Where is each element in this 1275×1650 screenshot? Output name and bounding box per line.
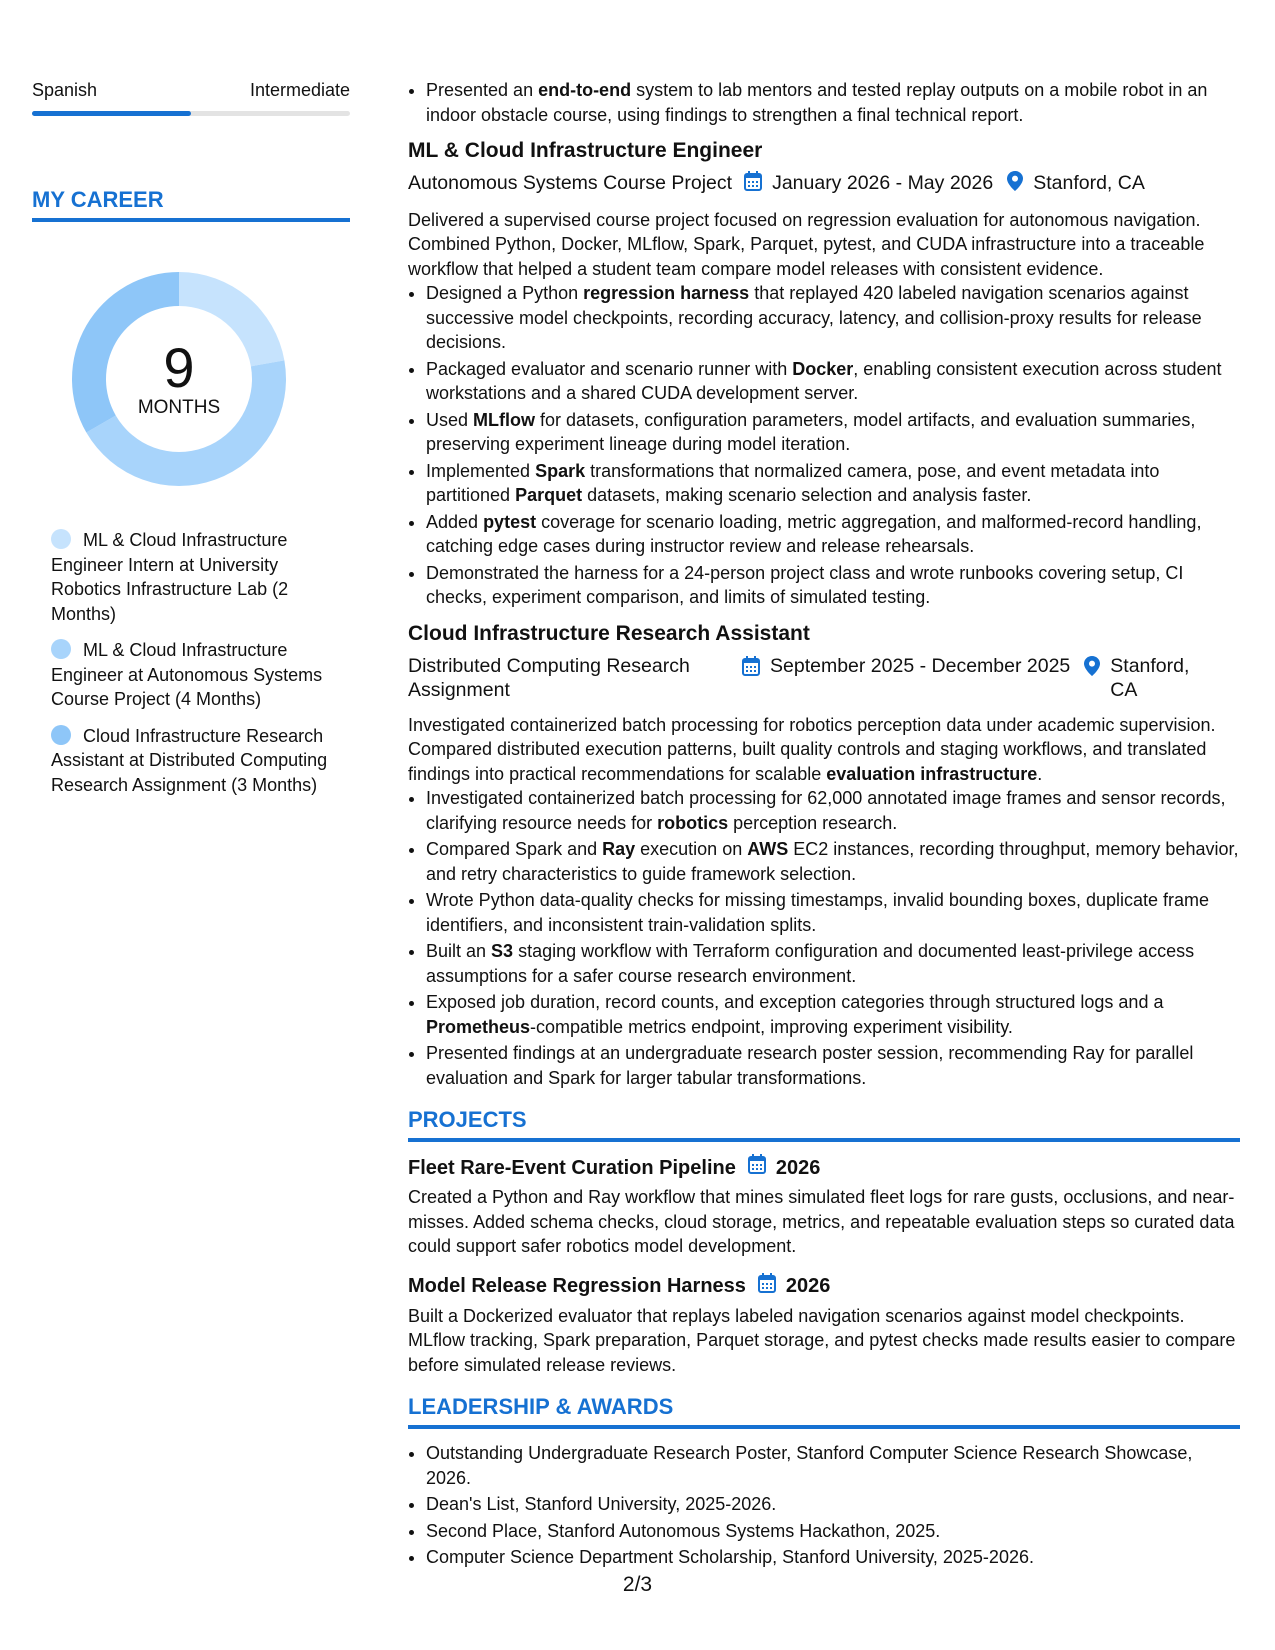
location-pin-icon (1084, 656, 1100, 683)
job-organization: Distributed Computing Research Assignment (408, 654, 690, 701)
projects-section (408, 1106, 1240, 1377)
bullet-text: staging workflow with Terraform configuration and documented least-privilege access assumptions for a safer course research environment. (426, 941, 1195, 986)
job-title: Cloud Infrastructure Research Assistant (408, 621, 810, 645)
awards-heading-rule (408, 1425, 1240, 1429)
job-title: ML & Cloud Infrastructure Engineer (408, 139, 763, 162)
experience-entry-1 (408, 137, 1240, 610)
bullet-keyword: Docker (792, 358, 854, 379)
legend-label: Cloud Infrastructure Research Assistant at Distributed Computing Research Assignment (3 Months) (51, 725, 328, 795)
award-item: • Outstanding Undergraduate Research Poster, Stanford Computer Science Research Showcase, 2026. (426, 1441, 1240, 1490)
bullet-keyword: Parquet (515, 485, 583, 505)
career-donut-chart (66, 266, 292, 492)
bullet-keyword: Prometheus (426, 1016, 531, 1037)
bullet-text: Packaged evaluator and scenario runner with (426, 358, 793, 379)
bullet-text: coverage for scenario loading, metric aggregation, and malformed-record handling, catching edge cases during instructor review and release rehearsals. (426, 511, 1202, 556)
bullet-keyword: pytest (483, 511, 537, 532)
bullet-item (426, 939, 1240, 988)
bullet-text: for datasets, configuration parameters, model artifacts, and evaluation summaries, preserving experiment lineage during model iteration. (426, 409, 1196, 454)
bullet-item (426, 786, 1240, 835)
page-number: 2/3 (622, 1573, 653, 1596)
total-months-unit: MONTHS (137, 397, 221, 418)
project-year: 2026 (775, 1156, 821, 1179)
right-column (408, 78, 1240, 1572)
bullet-keyword: regression harness (583, 283, 750, 303)
legend-label: ML & Cloud Infrastructure Engineer at Autonomous Systems Course Project (4 Months) (51, 640, 323, 709)
projects-heading-rule (408, 1138, 1240, 1142)
left-column (32, 78, 350, 809)
bullet-text: Added (426, 511, 484, 532)
bullet-text: Exposed job duration, record counts, and exception categories through structured logs and a (426, 992, 1164, 1012)
bullet-text: EC2 instances, recording throughput, memory behavior, and retry characteristics to guide framework selection. (426, 839, 1239, 884)
project-entry (408, 1154, 1240, 1259)
bullet-keyword: Ray (602, 839, 636, 859)
legend-dot-icon (51, 529, 71, 549)
project-description: Built a Dockerized evaluator that replays labeled navigation scenarios against model checkpoints. MLflow tracking, Spark preparation, Parquet storage, and pytest checks made results easier to compare before simulated release reviews. (408, 1305, 1236, 1375)
job-organization: Autonomous Systems Course Project (408, 172, 733, 194)
legend-dot-icon (51, 725, 71, 745)
bullet-text: Investigated containerized batch processing for 62,000 annotated image frames and sensor records, clarifying resource needs for (426, 788, 1226, 833)
career-heading: MY CAREER (32, 187, 164, 212)
bullet-item (426, 281, 1240, 355)
intro-bullet-list (408, 78, 1240, 127)
project-name: Fleet Rare-Event Curation Pipeline (408, 1156, 736, 1179)
language-proficiency-bar (32, 111, 350, 116)
calendar-icon (758, 1273, 776, 1300)
bullet-item (426, 459, 1240, 508)
award-item: • Computer Science Department Scholarship, Stanford University, 2025-2026. (426, 1545, 1240, 1570)
summary-text: . (1037, 763, 1043, 784)
career-section (32, 186, 350, 222)
awards-heading: LEADERSHIP & AWARDS (408, 1394, 674, 1419)
award-item: • Dean's List, Stanford University, 2025-2026. (426, 1492, 1240, 1517)
total-months-value: 9 (163, 336, 195, 399)
career-legend-item (51, 528, 350, 626)
calendar-icon (748, 1154, 766, 1181)
bullet-item (426, 510, 1240, 559)
awards-list (408, 1441, 1240, 1570)
calendar-icon (742, 656, 760, 683)
job-location: Stanford, CA (1110, 654, 1190, 701)
language-level: Intermediate (249, 80, 350, 100)
bullet-text: Compared Spark and (426, 839, 603, 859)
bullet-item (426, 837, 1240, 886)
bullet-text: -compatible metrics endpoint, improving experiment visibility. (530, 1016, 1013, 1037)
bullet-text: Designed a Python (426, 283, 584, 303)
language-row (32, 78, 350, 102)
job-meta (408, 654, 1240, 703)
project-description: Created a Python and Ray workflow that mines simulated fleet logs for rare gusts, occlusions, and near-misses. Added schema checks, cloud storage, metrics, and repeatable evaluation steps so curated data could support safer robotics model development. (408, 1187, 1235, 1256)
bullet-keyword: AWS (747, 839, 789, 859)
project-title-row (408, 1154, 1240, 1181)
language-name: Spanish (32, 80, 98, 100)
language-proficiency-fill (32, 111, 191, 116)
project-name: Model Release Regression Harness (408, 1275, 746, 1297)
bullet-item: • Presented findings at an undergraduate research poster session, recommending Ray for parallel evaluation and Spark for larger tabular transformations. (426, 1041, 1240, 1090)
career-legend-item (51, 724, 350, 798)
bullet-keyword: robotics (657, 812, 729, 833)
job-location: Stanford, CA (1033, 172, 1145, 194)
job-dates: January 2026 - May 2026 (772, 172, 994, 194)
job-bullet-list (408, 281, 1240, 610)
bullet-text: perception research. (728, 812, 898, 833)
project-year: 2026 (785, 1275, 831, 1297)
legend-dot-icon (51, 639, 71, 659)
job-dates: September 2025 - December 2025 (770, 654, 1071, 677)
project-title-row (408, 1273, 1240, 1300)
bullet-item (426, 78, 1240, 127)
bullet-keyword: S3 (491, 941, 514, 961)
career-legend-item (51, 638, 350, 712)
location-pin-icon (1007, 171, 1023, 198)
bullet-text: system to lab mentors and tested replay outputs on a mobile robot in an indoor obstacle course, using findings to strengthen a final technical report. (426, 80, 1208, 125)
bullet-text: Used (426, 409, 474, 430)
bullet-text: Presented an (426, 80, 539, 100)
bullet-text: Implemented (426, 460, 536, 481)
summary-text: Investigated containerized batch processing for robotics perception data under academic supervision. Compared distributed execution patterns, built quality controls and staging workflows, and translated findings into practical recommendations for scalable (408, 714, 1216, 784)
bullet-item: • Demonstrated the harness for a 24-person project class and wrote runbooks covering setup, CI checks, experiment comparison, and limits of simulated testing. (426, 561, 1240, 610)
bullet-item (426, 408, 1240, 457)
bullet-text: Built an (426, 941, 492, 961)
career-heading-rule (32, 218, 350, 222)
award-item: • Second Place, Stanford Autonomous Systems Hackathon, 2025. (426, 1519, 1240, 1544)
job-meta (408, 171, 1240, 198)
bullet-keyword: end-to-end (538, 80, 632, 100)
bullet-item (426, 990, 1240, 1039)
projects-heading: PROJECTS (408, 1107, 527, 1132)
bullet-text: that replayed 420 labeled navigation scenarios against successive model checkpoints, recording accuracy, latency, and collision-proxy results for release decisions. (426, 283, 1202, 352)
project-entry (408, 1273, 1240, 1378)
job-bullet-list (408, 786, 1240, 1090)
bullet-keyword: MLflow (473, 409, 536, 430)
bullet-keyword: Spark (535, 460, 586, 481)
summary-keyword: evaluation infrastructure (826, 763, 1038, 784)
donut-center (66, 266, 292, 492)
job-summary: Delivered a supervised course project focused on regression evaluation for autonomous navigation. Combined Python, Docker, MLflow, Spark, Parquet, pytest, and CUDA infrastructure into a traceable workflow that helped a student team compare model releases with consistent evidence. (408, 209, 1205, 279)
bullet-text: datasets, making scenario selection and analysis faster. (582, 485, 1032, 505)
bullet-text: , enabling consistent execution across student workstations and a shared CUDA development server. (426, 358, 1222, 403)
job-summary (408, 713, 1240, 787)
career-legend (32, 528, 350, 797)
bullet-item: • Wrote Python data-quality checks for missing timestamps, invalid bounding boxes, duplicate frame identifiers, and inconsistent train-validation splits. (426, 888, 1240, 937)
bullet-item (426, 357, 1240, 406)
experience-entry-2 (408, 620, 1240, 1091)
bullet-text: transformations that normalized camera, pose, and event metadata into partitioned (426, 460, 1160, 505)
legend-label: ML & Cloud Infrastructure Engineer Intern at University Robotics Infrastructure Lab (2 Months) (51, 530, 289, 624)
bullet-text: execution on (635, 839, 748, 859)
calendar-icon (744, 171, 762, 198)
awards-section (408, 1393, 1240, 1570)
